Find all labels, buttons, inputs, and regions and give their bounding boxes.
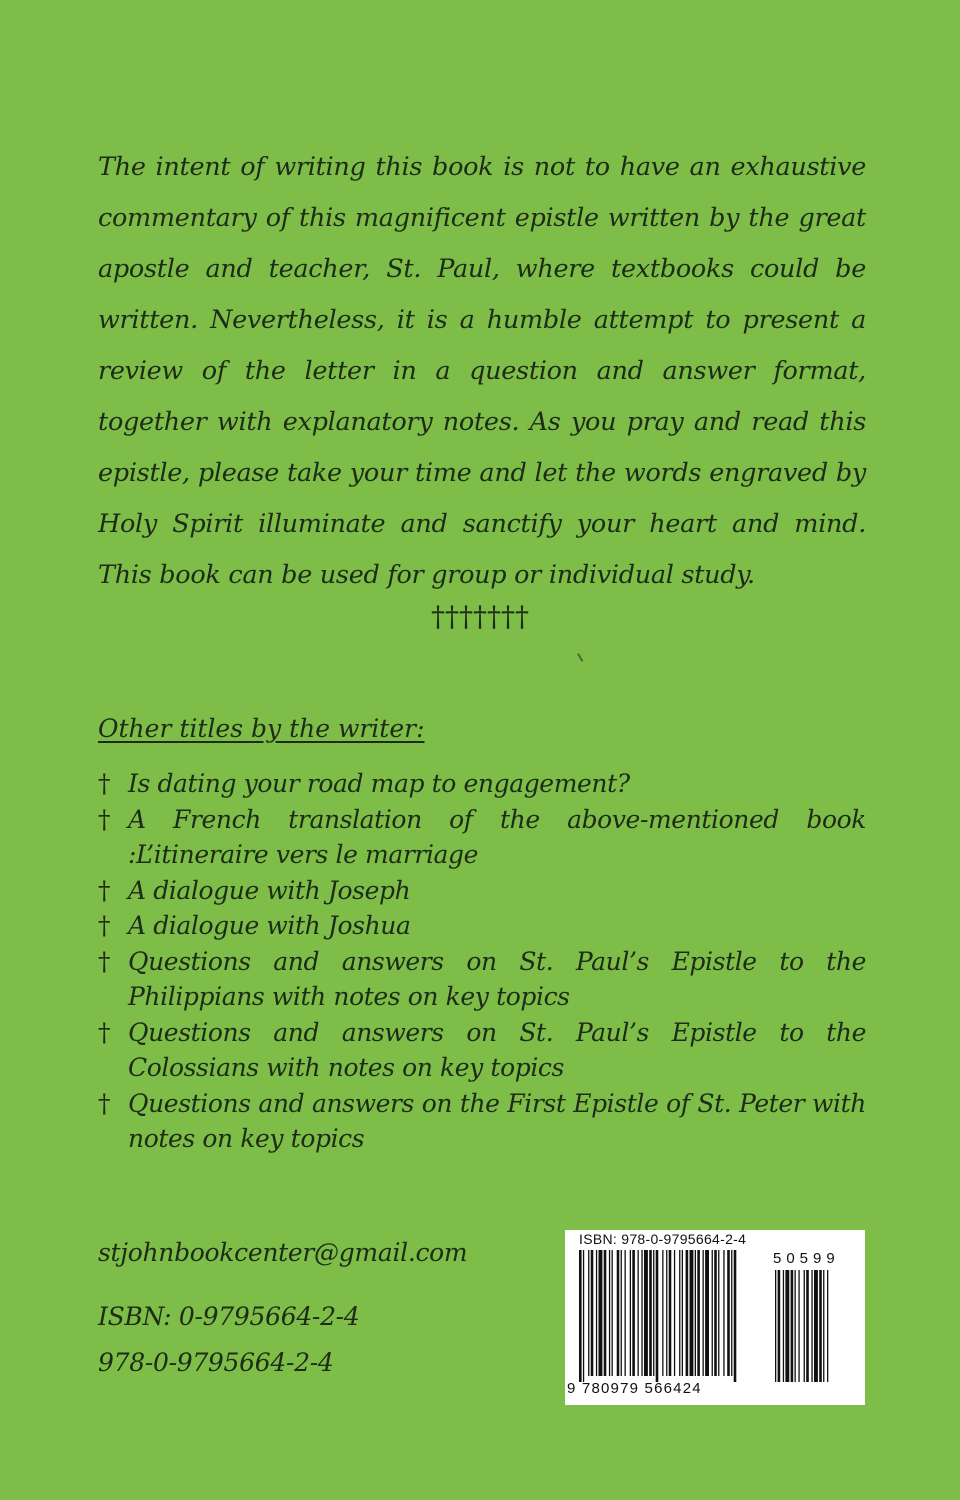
- title-item: [98, 1086, 866, 1157]
- barcode-bar: [705, 1250, 709, 1376]
- barcode-bar: [697, 1250, 700, 1376]
- barcode-bar: [625, 1250, 626, 1376]
- title-item-text: A French translation of the above-mentioned book :L’itineraire vers le marriage: [128, 804, 866, 869]
- barcode-isbn-text: ISBN: 978-0-9795664-2-4: [579, 1231, 747, 1247]
- title-item-text: Questions and answers on St. Paul’s Epistle to the Colossians with notes on key topics: [128, 1017, 866, 1082]
- barcode-addon-bar: [798, 1270, 799, 1382]
- title-item: [98, 873, 866, 909]
- title-item: [98, 802, 866, 873]
- barcode-bar: [641, 1250, 642, 1376]
- barcode-bar: [727, 1250, 730, 1376]
- barcode-bar: [609, 1250, 610, 1376]
- barcode-bar: [666, 1250, 667, 1376]
- barcode-bar: [690, 1250, 694, 1376]
- barcode-bar: [723, 1250, 724, 1376]
- isbn-10: ISBN: 0-9795664-2-4: [98, 1302, 360, 1331]
- barcode-bar: [662, 1250, 663, 1376]
- title-item: [98, 908, 866, 944]
- barcode-addon-bar: [783, 1270, 784, 1382]
- title-item-text: Questions and answers on St. Paul’s Epistle to the Philippians with notes on key topics: [128, 946, 866, 1011]
- barcode-addon-bar: [823, 1270, 824, 1382]
- cross-bullet-icon: †: [98, 875, 111, 905]
- barcode-ean-digits: 9 780979 566424: [567, 1380, 702, 1397]
- blurb-paragraph: The intent of writing this book is not to have an exhaustive commentary of this magnificent epistle written by the great apostle and teacher, St. Paul, where textbooks could be written. Nevertheless, it is a humble attempt to present a review of the letter in a question and answer format, together with explanatory notes. As you pray and read this epistle, please take your time and let the words engraved by Holy Spirit illuminate and sanctify your heart and mind. This book can be used for group or individual study.: [98, 152, 866, 590]
- barcode-bar: [632, 1250, 635, 1376]
- barcode-bar: [638, 1250, 639, 1376]
- cross-bullet-icon: †: [98, 946, 111, 976]
- barcode-bar: [604, 1250, 607, 1376]
- barcode-bar: [679, 1250, 680, 1376]
- cross-bullet-icon: †: [98, 1088, 111, 1118]
- other-titles-list: [98, 766, 866, 1157]
- barcode-bar: [644, 1250, 648, 1376]
- cross-bullet-icon: †: [98, 911, 111, 940]
- barcode-bar: [656, 1250, 659, 1382]
- isbn-13: 978-0-9795664-2-4: [98, 1348, 334, 1377]
- barcode-bar: [596, 1250, 597, 1376]
- barcode-addon-bar: [785, 1270, 789, 1382]
- title-item-text: A dialogue with Joseph: [128, 875, 411, 905]
- cross-bullet-icon: †: [98, 804, 111, 834]
- cross-bullet-icon: †: [98, 769, 111, 798]
- barcode-bar: [612, 1250, 613, 1376]
- barcode-bar: [583, 1250, 584, 1382]
- barcode-bar: [703, 1250, 704, 1376]
- barcode-bar: [734, 1250, 737, 1382]
- title-item: [98, 766, 866, 802]
- barcode-price-code: 50599: [773, 1250, 840, 1267]
- title-item: [98, 944, 866, 1015]
- barcode-bar: [630, 1250, 631, 1376]
- barcode-bar: [649, 1250, 652, 1376]
- barcode-label: [565, 1230, 865, 1405]
- title-item-text: Questions and answers on the First Epistle of St. Peter with notes on key topics: [128, 1088, 866, 1153]
- barcode-bar: [579, 1250, 582, 1382]
- barcode-bar: [653, 1250, 654, 1376]
- barcode-addon-bar: [819, 1270, 822, 1382]
- barcode-addon-bar: [778, 1270, 781, 1382]
- title-item-text: Is dating your road map to engagement?: [128, 769, 630, 798]
- title-item-text: A dialogue with Joshua: [128, 911, 411, 940]
- barcode-addon-bar: [814, 1270, 818, 1382]
- barcode-addon-bar: [775, 1270, 776, 1382]
- barcode-bar: [591, 1250, 594, 1376]
- barcode-bar: [669, 1250, 672, 1376]
- barcode-addon-bar: [804, 1270, 805, 1382]
- contact-email: stjohnbookcenter@gmail.com: [98, 1238, 468, 1267]
- barcode-bar: [674, 1250, 675, 1376]
- barcode-bar: [718, 1250, 719, 1376]
- barcode-bar: [617, 1250, 620, 1376]
- barcode-addon-bar: [791, 1270, 794, 1382]
- barcode-bar: [599, 1250, 603, 1376]
- barcode-addon-bar: [811, 1270, 812, 1382]
- barcode-bar: [712, 1250, 713, 1376]
- cross-divider: †††††††: [431, 600, 529, 633]
- barcode-bar: [714, 1250, 717, 1376]
- cross-bullet-icon: †: [98, 1017, 111, 1047]
- barcode-bar: [686, 1250, 689, 1376]
- barcode-addon-bar: [806, 1270, 809, 1382]
- barcode-bar: [588, 1250, 589, 1376]
- other-titles-heading: Other titles by the writer:: [98, 714, 425, 743]
- barcode-addon-bar: [827, 1270, 828, 1382]
- title-item: [98, 1015, 866, 1086]
- stray-mark: [577, 651, 587, 662]
- barcode-bar: [621, 1250, 622, 1376]
- barcode-bar: [731, 1250, 732, 1376]
- barcode-bar: [695, 1250, 696, 1376]
- barcode-addon-bar: [795, 1270, 796, 1382]
- barcode-bar: [682, 1250, 683, 1376]
